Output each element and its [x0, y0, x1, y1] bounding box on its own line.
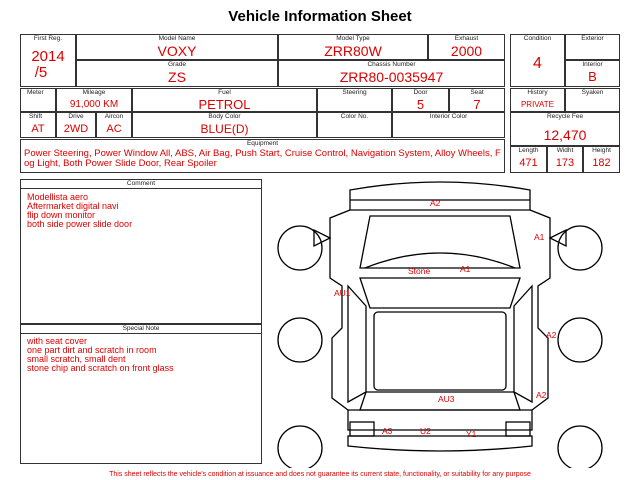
special-note-line: one part dirt and scratch in room [27, 345, 157, 355]
model-type-label: Model Type [336, 35, 370, 42]
right-window [514, 286, 532, 402]
damage-mark: A1 [534, 232, 545, 242]
meter-cell [20, 88, 56, 112]
chassis-cell [278, 60, 505, 87]
mileage-cell [56, 88, 132, 112]
grade-label: Grade [167, 61, 187, 68]
wheel-front-left [278, 226, 322, 270]
first-reg-month: /5 [34, 64, 48, 81]
comment-line: flip down monitor [27, 210, 96, 220]
width-cell [547, 146, 583, 173]
recycle-fee-value: 12,470 [543, 127, 587, 143]
roof [374, 312, 506, 390]
seat-value: 7 [473, 97, 481, 112]
door-label: Door [413, 89, 428, 96]
shift-label: Shift [29, 113, 43, 120]
seat-cell [449, 88, 505, 112]
interior-cell [565, 60, 620, 87]
special-note-line: with seat cover [27, 336, 88, 346]
height-label: Height [592, 147, 611, 154]
color-no-cell [317, 112, 392, 138]
left-side [330, 210, 350, 410]
steering-cell [317, 88, 392, 112]
exhaust-value: 2000 [450, 43, 483, 59]
body-color-value: BLUE(D) [200, 122, 249, 136]
chassis-value: ZRR80-0035947 [339, 69, 444, 85]
exterior-cell [565, 34, 620, 60]
first-reg-label: First Reg. [33, 35, 63, 42]
history-cell [510, 88, 565, 112]
aircon-cell [96, 112, 132, 138]
model-type-value: ZRR80W [324, 43, 382, 59]
height-value: 182 [592, 157, 611, 169]
syaken-label: Syaken [581, 89, 604, 96]
model-name-label: Model Name [158, 35, 196, 42]
length-cell [510, 146, 547, 173]
sheet-title: Vehicle Information Sheet [228, 8, 412, 25]
wheel-rear-left-top [278, 318, 322, 362]
comment-line: Modellista aero [27, 192, 89, 202]
model-name-value: VOXY [157, 43, 197, 59]
shift-cell [20, 112, 56, 138]
aircon-label: Aircon [104, 113, 124, 120]
special-note-label: Special Note [21, 325, 261, 334]
door-value: 5 [416, 97, 425, 112]
recycle-fee-cell [510, 112, 620, 146]
special-note-line: small scratch, small dent [27, 354, 126, 364]
model-name-cell [76, 34, 278, 60]
model-type-cell [278, 34, 428, 60]
comment-label: Comment [21, 180, 261, 189]
door-cell [392, 88, 449, 112]
condition-cell [510, 34, 565, 87]
rear-bumper [348, 436, 532, 451]
body-color-label: Body Color [208, 113, 241, 120]
comment-line: Aftermarket digital navi [27, 201, 119, 211]
grade-value: ZS [168, 69, 186, 85]
interior-color-label: Interior Color [429, 113, 468, 120]
length-label: Length [518, 147, 539, 154]
shift-value: AT [31, 123, 45, 135]
damage-mark: Stone [408, 266, 431, 276]
damage-mark: A3 [382, 426, 393, 436]
equipment-cell [20, 139, 505, 173]
exhaust-label: Exhaust [454, 35, 479, 42]
width-label: Widht [556, 147, 574, 154]
damage-mark: A2 [430, 198, 441, 208]
rear-lamp-right [506, 422, 530, 436]
history-label: History [527, 89, 548, 96]
exhaust-cell [428, 34, 505, 60]
damage-mark: A1 [460, 264, 471, 274]
drive-value: 2WD [63, 123, 89, 135]
damage-mark: U2 [420, 426, 431, 436]
left-window [348, 286, 366, 402]
windshield [360, 278, 520, 308]
equipment-text: Power Steering, Power Window All, ABS, Air Bag, Push Start, Cruise Control, Navigation System, Alloy Wheels, Fog Light, Both Power Slide Door, Rear Spoiler [24, 148, 501, 169]
car-damage-diagram [270, 178, 620, 468]
wheel-front-right [558, 226, 602, 270]
height-cell [583, 146, 620, 173]
drive-cell [56, 112, 96, 138]
special-note-box [20, 324, 262, 464]
color-no-label: Color No. [340, 113, 369, 120]
fuel-cell [132, 88, 317, 112]
steering-label: Steering [342, 89, 367, 96]
fuel-value: PETROL [198, 97, 251, 112]
interior-label: Interior [582, 61, 603, 68]
mileage-value: 91,000 KM [69, 99, 119, 110]
damage-mark: Y1 [466, 429, 477, 439]
grade-cell [76, 60, 278, 87]
drive-label: Drive [68, 113, 84, 120]
damage-mark: AU1 [334, 288, 351, 298]
wheel-rear-right [558, 426, 602, 468]
hood [360, 216, 520, 268]
interior-color-cell [392, 112, 505, 138]
meter-label: Meter [27, 89, 44, 96]
comment-box [20, 179, 262, 324]
exterior-label: Exterior [581, 35, 604, 42]
special-note-line: stone chip and scratch on front glass [27, 363, 174, 373]
first-reg-cell [20, 34, 76, 87]
width-value: 173 [555, 157, 575, 169]
tailgate [348, 410, 532, 430]
mileage-label: Mileage [82, 89, 106, 96]
body-color-cell [132, 112, 317, 138]
chassis-label: Chassis Number [367, 61, 416, 68]
disclaimer-text: This sheet reflects the vehicle's condition at issuance and does not guarantee its current state, functionality, or suitability for any purpose [109, 471, 531, 478]
history-value: PRIVATE [520, 100, 555, 109]
equipment-label: Equipment [246, 140, 279, 147]
seat-label: Seat [470, 89, 484, 96]
rear-lamp-left [350, 422, 374, 436]
wheel-rear-right-top [558, 318, 602, 362]
recycle-fee-label: Recycle Fee [546, 113, 584, 120]
condition-value: 4 [533, 55, 542, 72]
syaken-cell [565, 88, 620, 112]
interior-value: B [588, 69, 597, 84]
first-reg-year: 2014 [31, 48, 65, 65]
damage-mark: A2 [536, 390, 547, 400]
comment-line: both side power slide door [27, 219, 133, 229]
damage-mark: A2 [546, 330, 557, 340]
length-value: 471 [519, 157, 538, 169]
wheel-rear-left [278, 426, 322, 468]
damage-mark: AU3 [438, 394, 455, 404]
aircon-value: AC [106, 123, 122, 135]
condition-label: Condition [523, 35, 552, 42]
fuel-label: Fuel [218, 89, 231, 96]
